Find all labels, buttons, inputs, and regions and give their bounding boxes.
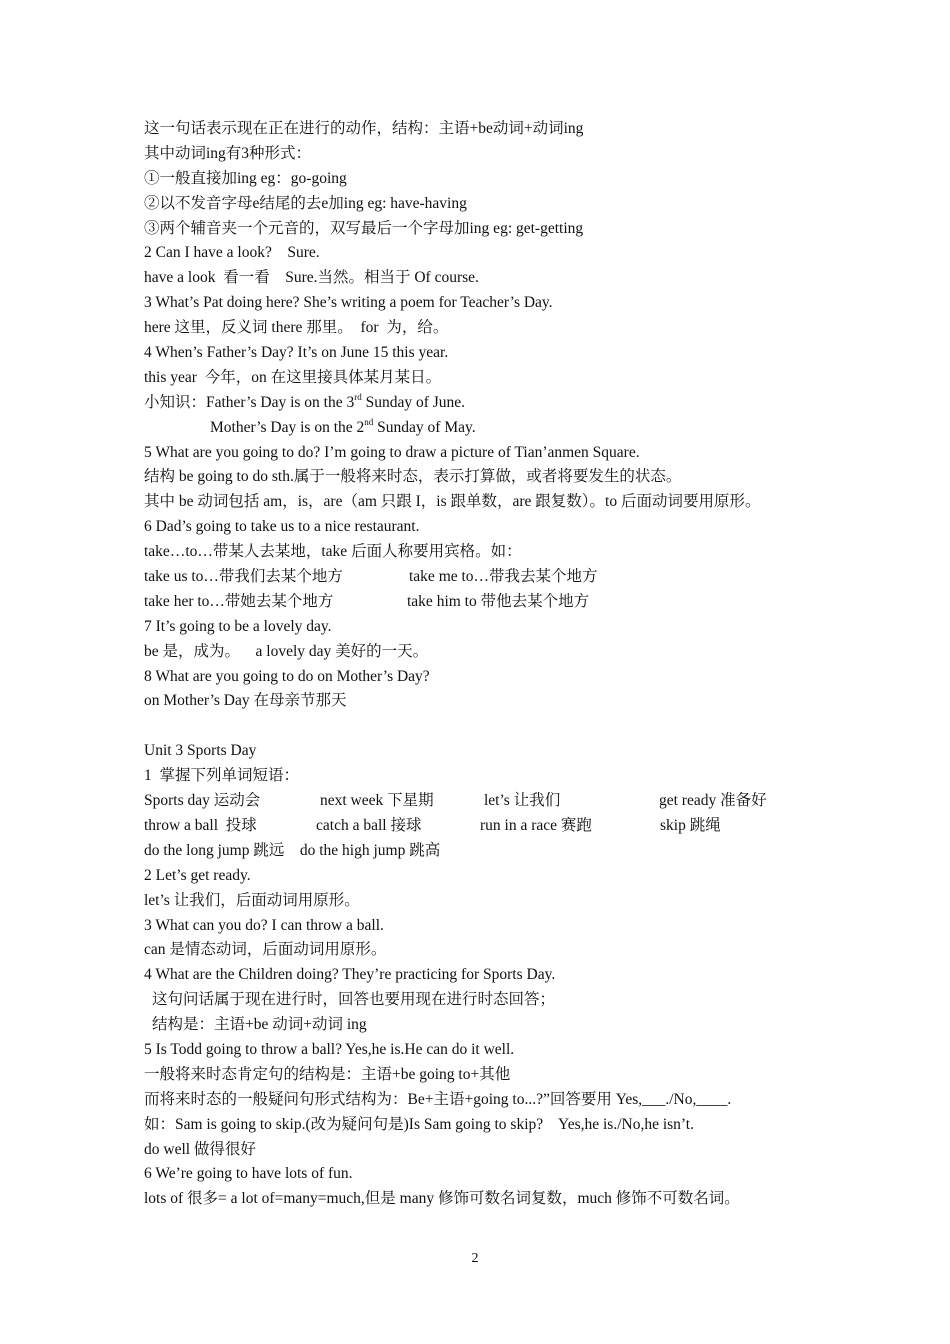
take-col: take her to…带她去某个地方 bbox=[144, 592, 334, 610]
text-line: here 这里，反义词 there 那里。 for 为，给。 bbox=[144, 319, 449, 337]
vocab-item: run in a race 赛跑 bbox=[480, 816, 592, 834]
take-col: take him to 带他去某个地方 bbox=[407, 592, 590, 610]
text-line: this year 今年，on 在这里接具体某月某日。 bbox=[144, 368, 442, 386]
vocab-item: throw a ball 投球 bbox=[144, 816, 257, 834]
text-line: 4 What are the Children doing? They’re practicing for Sports Day. bbox=[144, 966, 556, 984]
text-line: ③两个辅音夹一个元音的，双写最后一个字母加ing eg: get-getting bbox=[144, 219, 584, 237]
tip-mother-day bbox=[144, 416, 824, 441]
take-col: take us to…带我们去某个地方 bbox=[144, 568, 343, 586]
text-line: 2 Let’s get ready. bbox=[144, 866, 251, 884]
text-line: 4 When’s Father’s Day? It’s on June 15 this year. bbox=[144, 344, 449, 362]
text-line: do well 做得很好 bbox=[144, 1140, 256, 1158]
vocab-heading: 1 掌握下列单词短语： bbox=[144, 767, 300, 785]
blank-line bbox=[144, 714, 824, 739]
vocab-item: catch a ball 接球 bbox=[316, 816, 422, 834]
text-line: 5 What are you going to do? I’m going to draw a picture of Tian’anmen Square. bbox=[144, 443, 640, 461]
text-line: 如：Sam is going to skip.(改为疑问句是)Is Sam going to skip? Yes,he is./No,he isn’t. bbox=[144, 1115, 694, 1133]
text-line: 6 We’re going to have lots of fun. bbox=[144, 1165, 353, 1183]
unit-title: Unit 3 Sports Day bbox=[144, 742, 257, 760]
page-number: 2 bbox=[471, 1251, 479, 1266]
vocab-item: Sports day 运动会 bbox=[144, 792, 261, 810]
text-line: ①一般直接加ing eg：go-going bbox=[144, 169, 347, 187]
vocab-item: get ready 准备好 bbox=[659, 792, 767, 810]
vocab-item: skip 跳绳 bbox=[660, 816, 721, 834]
text-line: 其中动词ing有3种形式： bbox=[144, 144, 312, 162]
text-line: let’s 让我们，后面动词用原形。 bbox=[144, 891, 360, 909]
text-line: 结构 be going to do sth.属于一般将来时态，表示打算做，或者将要发生的状态。 bbox=[144, 468, 682, 486]
tip-sup-nd: nd bbox=[364, 416, 374, 427]
text-line-indented: 这句问话属于现在进行时，回答也要用现在进行时态回答； bbox=[152, 991, 556, 1009]
tip-prefix: 小知识：Father’s Day is on the 3 bbox=[144, 393, 355, 411]
text-line: take…to…带某人去某地，take 后面人称要用宾格。如： bbox=[144, 543, 522, 561]
tip-suffix: Sunday of June. bbox=[361, 393, 466, 411]
text-line: ②以不发音字母e结尾的去e加ing eg: have-having bbox=[144, 194, 467, 212]
text-line: on Mother’s Day 在母亲节那天 bbox=[144, 692, 347, 710]
take-row bbox=[144, 590, 824, 615]
vocab-row bbox=[144, 814, 824, 839]
text-line: lots of 很多= a lot of=many=much,但是 many 修饰可数名词复数，much 修饰不可数名词。 bbox=[144, 1190, 740, 1208]
text-line: be 是，成为。 a lovely day 美好的一天。 bbox=[144, 642, 429, 660]
text-line-indented: 结构是：主语+be 动词+动词 ing bbox=[152, 1016, 367, 1034]
vocab-row bbox=[144, 789, 824, 814]
vocab-item: let’s 让我们 bbox=[484, 792, 561, 810]
text-line: 2 Can I have a look? Sure. bbox=[144, 244, 320, 262]
text-line: 一般将来时态肯定句的结构是：主语+be going to+其他 bbox=[144, 1065, 511, 1083]
text-line: 3 What can you do? I can throw a ball. bbox=[144, 916, 384, 934]
text-line: can 是情态动词，后面动词用原形。 bbox=[144, 941, 387, 959]
text-line: 7 It’s going to be a lovely day. bbox=[144, 617, 332, 635]
text-line: have a look 看一看 Sure.当然。相当于 Of course. bbox=[144, 269, 479, 287]
take-row bbox=[144, 565, 824, 590]
text-line: 其中 be 动词包括 am，is，are（am 只跟 I，is 跟单数，are 跟复数）。to 后面动词要用原形。 bbox=[144, 493, 761, 511]
tip-sup-rd: rd bbox=[354, 391, 362, 402]
tip-father-day bbox=[144, 391, 824, 416]
tip-mother-suffix: Sunday of May. bbox=[373, 418, 476, 436]
take-col: take me to…带我去某个地方 bbox=[409, 568, 598, 586]
tip-mother-prefix: Mother’s Day is on the 2 bbox=[210, 418, 365, 436]
text-line: 5 Is Todd going to throw a ball? Yes,he is.He can do it well. bbox=[144, 1040, 515, 1058]
text-line: 6 Dad’s going to take us to a nice restaurant. bbox=[144, 518, 420, 536]
text-line: 这一句话表示现在正在进行的动作，结构：主语+be动词+动词ing bbox=[144, 120, 584, 137]
text-line: 3 What’s Pat doing here? She’s writing a poem for Teacher’s Day. bbox=[144, 294, 553, 312]
vocab-item: next week 下星期 bbox=[320, 792, 434, 810]
document-body bbox=[144, 117, 824, 1212]
vocab-row: do the long jump 跳远 do the high jump 跳高 bbox=[144, 841, 441, 859]
text-line: 而将来时态的一般疑问句形式结构为：Be+主语+going to...?”回答要用 Yes,___./No,____. bbox=[144, 1090, 732, 1108]
text-line: 8 What are you going to do on Mother’s Day? bbox=[144, 667, 430, 685]
